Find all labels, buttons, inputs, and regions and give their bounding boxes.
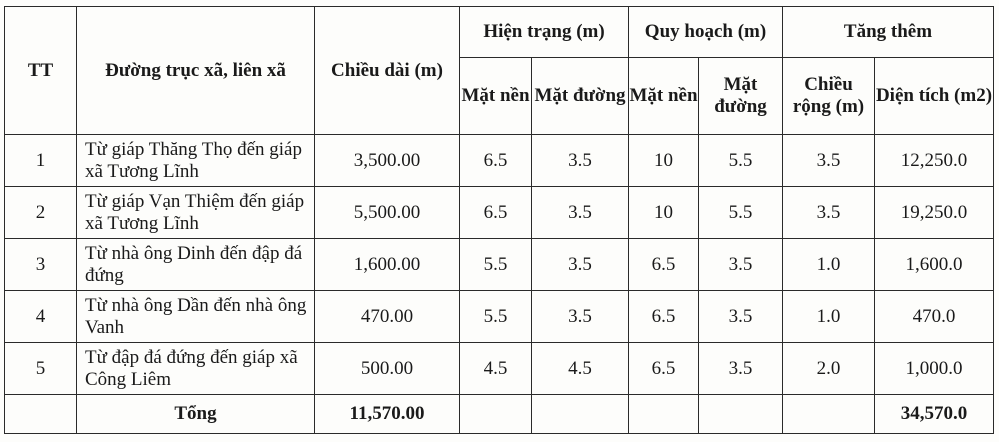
cell-tt: 3: [5, 239, 77, 291]
cell-planned-bed: 6.5: [629, 291, 699, 343]
cell-total-area: 34,570.0: [875, 395, 994, 434]
header-current-bed: Mặt nền: [460, 58, 532, 135]
cell-road: Từ nhà ông Dần đến nhà ông Vanh: [77, 291, 315, 343]
cell-total-empty: [783, 395, 875, 434]
cell-total-label: Tổng: [77, 395, 315, 434]
cell-area: 19,250.0: [875, 187, 994, 239]
road-table: [4, 6, 994, 434]
cell-total-empty: [532, 395, 629, 434]
cell-current-surface: 3.5: [532, 239, 629, 291]
cell-planned-surface: 3.5: [699, 291, 783, 343]
cell-length: 1,600.00: [315, 239, 460, 291]
cell-total-length: 11,570.00: [315, 395, 460, 434]
cell-current-bed: 4.5: [460, 343, 532, 395]
cell-width: 1.0: [783, 239, 875, 291]
cell-tt: 5: [5, 343, 77, 395]
cell-width: 3.5: [783, 135, 875, 187]
cell-length: 5,500.00: [315, 187, 460, 239]
table-row: [5, 291, 994, 343]
header-width: Chiều rộng (m): [783, 58, 875, 135]
cell-planned-bed: 10: [629, 135, 699, 187]
cell-current-surface: 3.5: [532, 135, 629, 187]
cell-area: 470.0: [875, 291, 994, 343]
cell-planned-bed: 6.5: [629, 239, 699, 291]
total-row: [5, 395, 994, 434]
header-increase: Tăng thêm: [783, 7, 994, 58]
header-area: Diện tích (m2): [875, 58, 994, 135]
header-current-surface: Mặt đường: [532, 58, 629, 135]
cell-tt: 2: [5, 187, 77, 239]
cell-road: Từ nhà ông Dinh đến đập đá đứng: [77, 239, 315, 291]
cell-width: 2.0: [783, 343, 875, 395]
cell-total-empty: [699, 395, 783, 434]
cell-planned-surface: 3.5: [699, 343, 783, 395]
cell-road: Từ đập đá đứng đến giáp xã Công Liêm: [77, 343, 315, 395]
cell-width: 1.0: [783, 291, 875, 343]
cell-length: 500.00: [315, 343, 460, 395]
cell-current-surface: 3.5: [532, 291, 629, 343]
header-length: Chiều dài (m): [315, 7, 460, 135]
cell-planned-surface: 5.5: [699, 187, 783, 239]
cell-total-tt: [5, 395, 77, 434]
cell-current-bed: 5.5: [460, 291, 532, 343]
cell-area: 1,000.0: [875, 343, 994, 395]
cell-area: 12,250.0: [875, 135, 994, 187]
cell-current-bed: 6.5: [460, 187, 532, 239]
header-road: Đường trục xã, liên xã: [77, 7, 315, 135]
table-row: [5, 135, 994, 187]
cell-tt: 1: [5, 135, 77, 187]
cell-total-empty: [629, 395, 699, 434]
cell-current-bed: 6.5: [460, 135, 532, 187]
table-row: [5, 187, 994, 239]
header-tt: TT: [5, 7, 77, 135]
header-planned: Quy hoạch (m): [629, 7, 783, 58]
header-planned-bed: Mặt nền: [629, 58, 699, 135]
cell-planned-surface: 5.5: [699, 135, 783, 187]
cell-tt: 4: [5, 291, 77, 343]
header-current: Hiện trạng (m): [460, 7, 629, 58]
cell-current-bed: 5.5: [460, 239, 532, 291]
cell-road: Từ giáp Vạn Thiệm đến giáp xã Tương Lĩnh: [77, 187, 315, 239]
cell-planned-bed: 6.5: [629, 343, 699, 395]
table-row: [5, 343, 994, 395]
cell-road: Từ giáp Thăng Thọ đến giáp xã Tương Lĩnh: [77, 135, 315, 187]
cell-width: 3.5: [783, 187, 875, 239]
cell-total-empty: [460, 395, 532, 434]
cell-length: 470.00: [315, 291, 460, 343]
cell-planned-bed: 10: [629, 187, 699, 239]
cell-planned-surface: 3.5: [699, 239, 783, 291]
header-planned-surface: Mặt đường: [699, 58, 783, 135]
cell-current-surface: 3.5: [532, 187, 629, 239]
cell-area: 1,600.0: [875, 239, 994, 291]
table-row: [5, 239, 994, 291]
cell-length: 3,500.00: [315, 135, 460, 187]
cell-current-surface: 4.5: [532, 343, 629, 395]
